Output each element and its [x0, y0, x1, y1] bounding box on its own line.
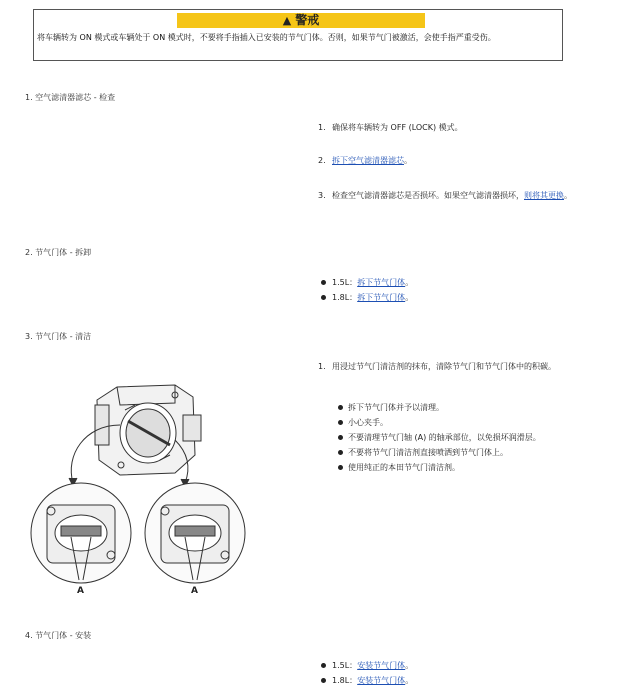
warning-triangle-icon: ▲ — [282, 14, 292, 27]
list-item — [318, 277, 413, 288]
step-suffix: 。 — [404, 156, 412, 165]
item-suffix: 。 — [405, 661, 414, 670]
step-1-clean-carbon — [318, 361, 590, 372]
step-suffix: 。 — [564, 191, 572, 200]
install-throttle-link-18[interactable]: 安装节气门体 — [357, 676, 406, 685]
step-body: 检查空气滤清器滤芯是否损坏。如果空气滤清器损坏， — [332, 191, 524, 200]
remove-throttle-link-18[interactable]: 拆下节气门体 — [357, 293, 406, 302]
section-title-air-filter-inspect: 1. 空气滤清器滤芯 - 检查 — [25, 93, 116, 102]
list-item — [318, 675, 413, 686]
list-item — [318, 660, 413, 671]
item-suffix: 。 — [405, 278, 414, 287]
list-item: 小心夹手。 — [336, 417, 596, 428]
warning-box — [33, 9, 563, 61]
section-title-throttle-remove: 2. 节气门体 - 拆卸 — [25, 248, 92, 257]
item-suffix: 。 — [405, 293, 414, 302]
list-item: 不要将节气门清洁剂直接喷洒到节气门体上。 — [336, 447, 596, 458]
list-item: 不要清理节气门轴 (A) 的轴承部位，以免损坏润滑层。 — [336, 432, 596, 443]
warning-title: 警戒 — [295, 13, 320, 27]
step-number: 1. — [318, 362, 326, 371]
install-throttle-link-15[interactable]: 安装节气门体 — [357, 661, 406, 670]
step-text: 用浸过节气门清洁剂的抹布，清除节气门和节气门体中的积碳。 — [332, 362, 556, 371]
remove-bullet-list — [318, 277, 413, 307]
throttle-body-figure — [25, 365, 253, 605]
section-title-throttle-install: 4. 节气门体 - 安装 — [25, 631, 92, 640]
list-item: 拆下节气门体并予以清理。 — [336, 402, 596, 413]
step-1-ensure-off — [318, 122, 590, 133]
list-item: 使用纯正的本田节气门清洁剂。 — [336, 462, 596, 473]
throttle-body-illustration — [25, 365, 253, 605]
clean-notes-list — [336, 402, 596, 477]
warning-text: 将车辆转为 ON 模式或车辆处于 ON 模式时，不要将手指插入已安装的节气门体。否则，如果节气门被激活，会使手指严重受伤。 — [37, 33, 496, 42]
step-number: 2. — [318, 156, 326, 165]
step-2-remove-filter — [318, 155, 590, 166]
figure-label-a-left: A — [77, 586, 84, 596]
replace-filter-link[interactable]: 则将其更换 — [524, 191, 564, 200]
section-title-throttle-clean: 3. 节气门体 - 清洁 — [25, 332, 92, 341]
remove-throttle-link-15[interactable]: 拆下节气门体 — [357, 278, 406, 287]
engine-label: 1.8L： — [332, 293, 358, 302]
figure-label-a-right: A — [191, 586, 198, 596]
step-3-inspect-filter — [318, 190, 590, 201]
step-text — [332, 190, 590, 201]
item-suffix: 。 — [405, 676, 414, 685]
engine-label: 1.5L： — [332, 278, 358, 287]
step-number: 3. — [318, 191, 326, 200]
remove-air-filter-link[interactable]: 拆下空气滤清器滤芯 — [332, 156, 404, 165]
list-item — [318, 292, 413, 303]
engine-label: 1.8L： — [332, 676, 358, 685]
step-number: 1. — [318, 123, 326, 132]
step-text: 确保将车辆转为 OFF (LOCK) 模式。 — [332, 123, 463, 132]
engine-label: 1.5L： — [332, 661, 358, 670]
install-bullet-list — [318, 660, 413, 690]
warning-header — [177, 13, 425, 28]
step-text — [332, 155, 590, 166]
